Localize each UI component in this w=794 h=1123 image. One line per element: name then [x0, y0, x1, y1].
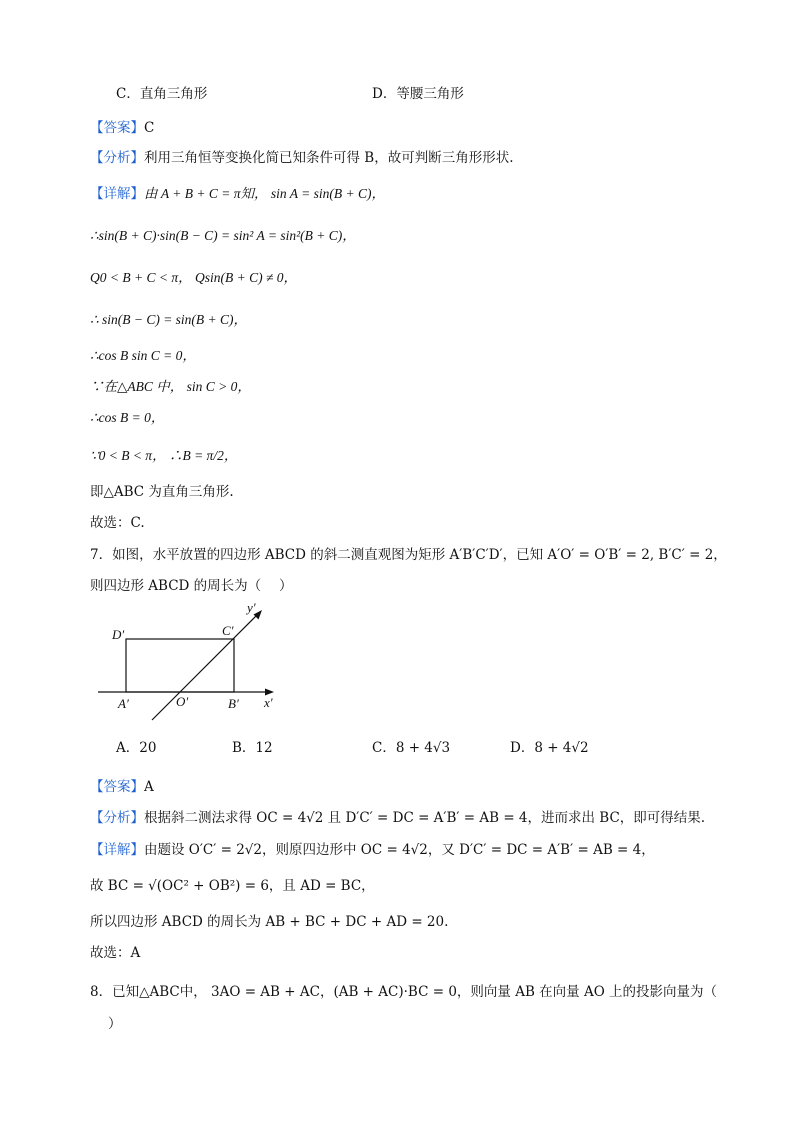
q7-option-c: C．8 + 4√3 [372, 740, 451, 756]
answer-text: C [144, 120, 155, 136]
label-d: D′ [112, 627, 125, 642]
q7-detail-line-3: 所以四边形 ABCD 的周长为 AB + BC + DC + AD = 20. [90, 914, 449, 930]
q6-detail-line-7: ∴cos B = 0， [90, 410, 165, 425]
analysis-text: 根据斜二测法求得 OC = 4√2 且 D′C′ = DC = A′B′ = AB = 4，进而求出 BC，即可得结果. [144, 810, 706, 826]
detail-text: 由题设 O′C′ = 2√2，则原四边形中 OC = 4√2，又 D′C′ = DC = A′B′ = AB = 4， [144, 842, 655, 858]
label-b: B′ [228, 696, 239, 711]
q7-option-a: A．20 [116, 740, 157, 756]
label-y: y′ [247, 600, 256, 615]
q6-option-d: D．等腰三角形 [372, 86, 464, 102]
q8-stem-line-1: 8．已知△ABC中， 3AO = AB + AC，(AB + AC)·BC = 0，则向量 AB 在向量 AO 上的投影向量为（ [90, 984, 718, 1000]
label-o: O′ [176, 694, 189, 709]
q7-detail-line-4: 故选：A [90, 945, 141, 961]
answer-tag: 【答案】 [90, 779, 144, 795]
oblique-projection-figure [92, 600, 292, 725]
q7-analysis [90, 808, 705, 828]
answer-text: A [144, 779, 154, 795]
q7-stem-line-2: 则四边形 ABCD 的周长为（ ） [90, 578, 293, 594]
detail-tag: 【详解】 [90, 186, 144, 202]
q6-analysis [90, 148, 514, 168]
analysis-tag: 【分析】 [90, 150, 144, 166]
rectangle-abcd [126, 639, 234, 692]
detail-text: 由 A + B + C = π知， sin A = sin(B + C)， [144, 186, 385, 201]
analysis-tag: 【分析】 [90, 810, 144, 826]
q6-detail-line-5: ∴cos B sin C = 0， [90, 348, 196, 363]
q7-option-d: D．8 + 4√2 [510, 740, 589, 756]
answer-tag: 【答案】 [90, 120, 144, 136]
q6-answer [90, 118, 154, 138]
analysis-text: 利用三角恒等变换化简已知条件可得 B，故可判断三角形形状. [144, 150, 514, 166]
q6-detail-line-10: 故选：C. [90, 515, 145, 531]
q6-detail-line-1 [90, 184, 385, 204]
q6-detail-line-6: ∵在△ABC 中， sin C > 0， [90, 379, 251, 394]
label-c: C′ [222, 623, 234, 638]
q6-option-c: C．直角三角形 [116, 86, 208, 102]
label-x: x′ [264, 695, 273, 710]
label-a: A′ [118, 696, 129, 711]
q7-detail-line-2: 故 BC = √(OC² + OB²) = 6，且 AD = BC， [90, 878, 375, 894]
detail-tag: 【详解】 [90, 842, 144, 858]
q7-detail-line-1 [90, 840, 655, 860]
q6-detail-line-9: 即△ABC 为直角三角形. [90, 484, 234, 500]
q7-answer [90, 777, 154, 797]
q7-option-b: B．12 [232, 740, 273, 756]
q6-detail-line-2: ∴sin(B + C)·sin(B − C) = sin² A = sin²(B + C)， [90, 228, 356, 243]
q6-detail-line-8: ∵0 < B < π， ∴B = π/2， [90, 448, 238, 463]
q6-detail-line-4: ∴ sin(B − C) = sin(B + C)， [90, 312, 248, 327]
q6-detail-line-3: Q0 < B + C < π， Qsin(B + C) ≠ 0， [90, 270, 297, 285]
q8-stem-line-2: ） [108, 1016, 122, 1032]
q7-stem-line-1: 7．如图，水平放置的四边形 ABCD 的斜二测直观图为矩形 A′B′C′D′，已知 A′O′ = O′B′ = 2, B′C′ = 2， [90, 547, 727, 563]
y-axis [152, 614, 258, 720]
